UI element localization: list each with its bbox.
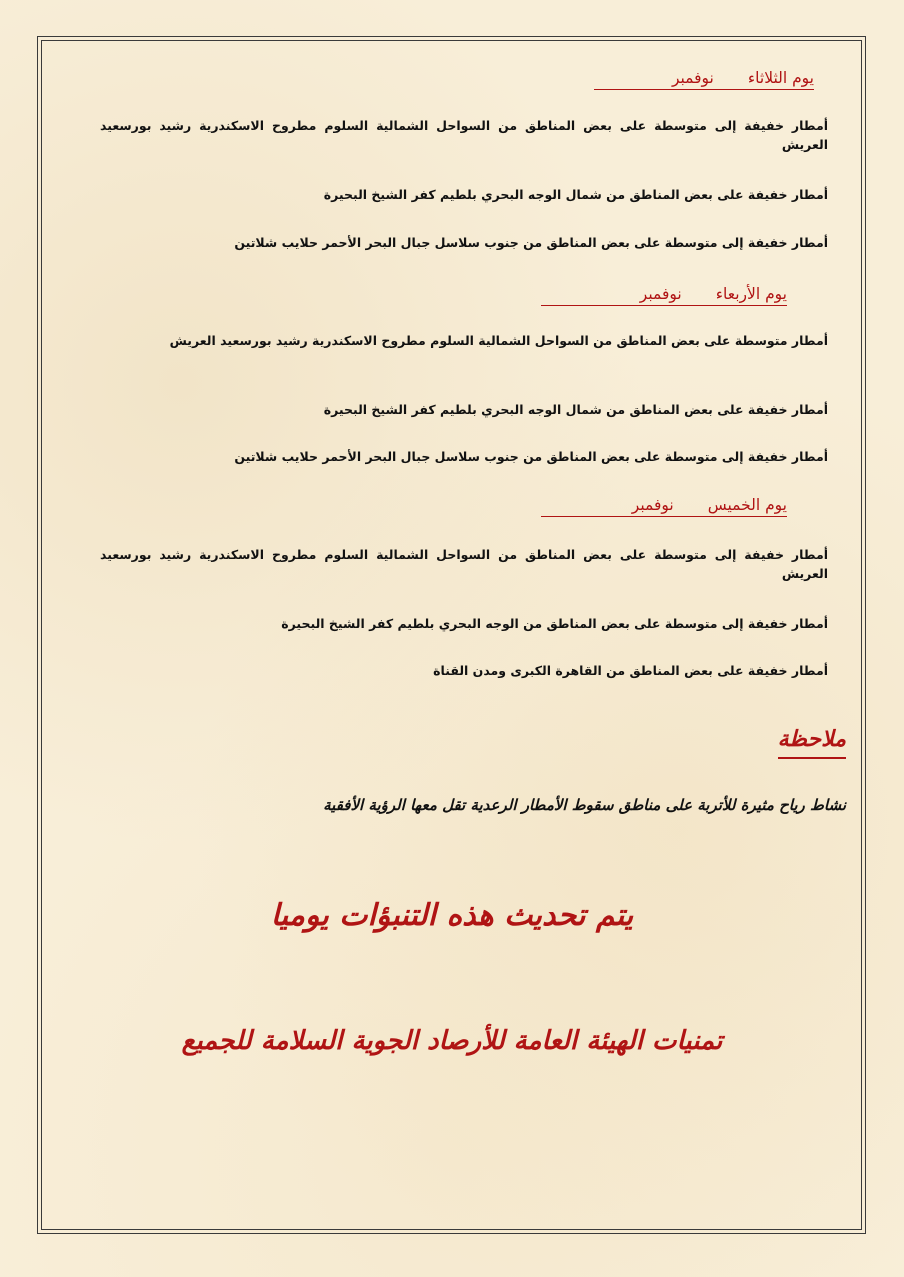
forecast-item: أمطار خفيفة على بعض المناطق من شمال الوجه البحري بلطيم كفر الشيخ البحيرة [323,187,828,202]
day-month: نوفمبر [671,69,714,87]
note-text: نشاط رياح مثيرة للأتربة على مناطق سقوط الأمطار الرعدية تقل معها الرؤية الأفقية [323,796,846,814]
forecast-item: أمطار خفيفة على بعض المناطق من شمال الوجه البحري بلطيم كفر الشيخ البحيرة [323,402,828,417]
forecast-item: أمطار خفيفة على بعض المناطق من القاهرة الكبرى ومدن القناة [433,663,828,678]
forecast-item: أمطار متوسطة على بعض المناطق من السواحل الشمالية السلوم مطروح الاسكندرية رشيد بورسعيد العريش [169,333,828,348]
day-heading-wednesday [541,284,787,306]
day-name: يوم الثلاثاء [747,69,814,87]
forecast-item: أمطار خفيفة إلى متوسطة على بعض المناطق من الوجه البحري بلطيم كفر الشيخ البحيرة [281,616,828,631]
day-name: يوم الخميس [707,496,787,514]
forecast-item: أمطار خفيفة إلى متوسطة على بعض المناطق من جنوب سلاسل جبال البحر الأحمر حلايب شلاتين [234,449,828,464]
day-heading-thursday [541,495,787,517]
update-notice: يتم تحديث هذه التنبؤات يوميا [270,898,634,933]
forecast-item: أمطار خفيفة إلى متوسطة على بعض المناطق من السواحل الشمالية السلوم مطروح الاسكندرية رشيد بورسعيد العريش [100,118,828,152]
note-heading: ملاحظة [778,726,846,759]
forecast-item: أمطار خفيفة إلى متوسطة على بعض المناطق من جنوب سلاسل جبال البحر الأحمر حلايب شلاتين [234,235,828,250]
closing-wishes: تمنيات الهيئة العامة للأرصاد الجوية السلامة للجميع [181,1026,723,1056]
day-heading-tuesday [594,68,814,90]
day-month: نوفمبر [639,285,682,303]
day-month: نوفمبر [631,496,674,514]
day-name: يوم الأربعاء [715,285,787,303]
forecast-item: أمطار خفيفة إلى متوسطة على بعض المناطق من السواحل الشمالية السلوم مطروح الاسكندرية رشيد بورسعيد العريش [100,547,828,581]
